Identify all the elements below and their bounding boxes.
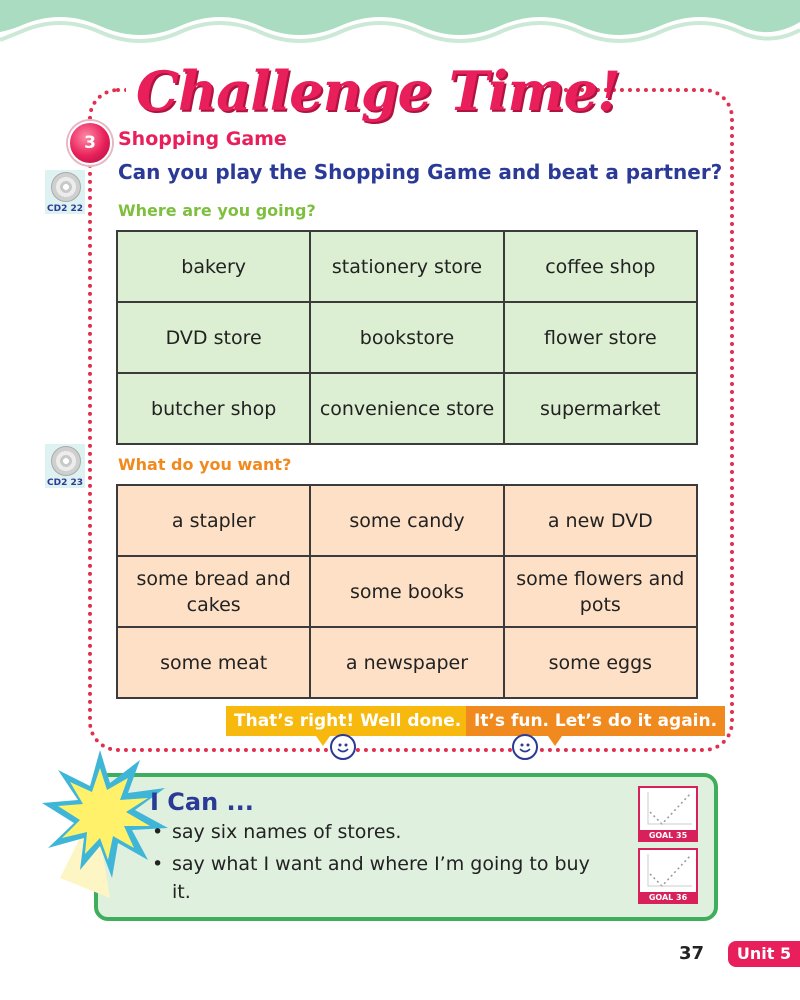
item-cell[interactable]: a stapler bbox=[117, 485, 310, 556]
store-cell[interactable]: stationery store bbox=[310, 231, 503, 302]
store-cell[interactable]: supermarket bbox=[504, 373, 697, 444]
store-cell[interactable]: butcher shop bbox=[117, 373, 310, 444]
goal-label: GOAL 35 bbox=[638, 830, 698, 842]
goal-checkbox[interactable] bbox=[638, 786, 698, 842]
store-cell[interactable]: bakery bbox=[117, 231, 310, 302]
where-prompt: Where are you going? bbox=[118, 201, 316, 220]
store-cell[interactable]: DVD store bbox=[117, 302, 310, 373]
exercise-number-badge: 3 bbox=[68, 121, 112, 165]
speech-bubble-well-done: That’s right! Well done. bbox=[226, 706, 469, 736]
i-can-item: • say six names of stores. bbox=[152, 821, 402, 843]
item-cell[interactable]: some eggs bbox=[504, 627, 697, 698]
goal-checkbox[interactable] bbox=[638, 848, 698, 904]
audio-track-cd2-22[interactable] bbox=[45, 170, 85, 214]
smiley-icon bbox=[512, 734, 538, 760]
item-cell[interactable]: some bread and cakes bbox=[117, 556, 310, 627]
item-cell[interactable]: some books bbox=[310, 556, 503, 627]
exercise-title: Shopping Game bbox=[118, 128, 287, 150]
item-cell[interactable]: a newspaper bbox=[310, 627, 503, 698]
item-cell[interactable]: some candy bbox=[310, 485, 503, 556]
item-cell[interactable]: some meat bbox=[117, 627, 310, 698]
exercise-question: Can you play the Shopping Game and beat a partner? bbox=[118, 160, 723, 184]
star-burst-icon bbox=[40, 748, 170, 898]
speech-bubble-do-it-again: It’s fun. Let’s do it again. bbox=[466, 706, 725, 736]
i-can-item: • say what I want and where I’m going to buy it. bbox=[152, 853, 590, 903]
i-can-title: I Can ... bbox=[150, 788, 254, 816]
stores-grid bbox=[116, 230, 698, 445]
cd-icon bbox=[51, 172, 81, 202]
page-number: 37 bbox=[679, 943, 705, 964]
item-cell[interactable]: some flowers and pots bbox=[504, 556, 697, 627]
audio-track-label: CD2 22 bbox=[47, 204, 83, 214]
store-cell[interactable]: convenience store bbox=[310, 373, 503, 444]
want-prompt: What do you want? bbox=[118, 455, 292, 474]
store-cell[interactable]: coffee shop bbox=[504, 231, 697, 302]
audio-track-cd2-23[interactable] bbox=[45, 444, 85, 488]
goal-label: GOAL 36 bbox=[638, 892, 698, 904]
cd-icon bbox=[51, 446, 81, 476]
wave-header-band bbox=[0, 0, 800, 60]
smiley-icon bbox=[330, 734, 356, 760]
store-cell[interactable]: bookstore bbox=[310, 302, 503, 373]
unit-tab: Unit 5 bbox=[728, 941, 800, 967]
item-cell[interactable]: a new DVD bbox=[504, 485, 697, 556]
store-cell[interactable]: flower store bbox=[504, 302, 697, 373]
page-title: Challenge Time! bbox=[136, 59, 620, 123]
items-grid bbox=[116, 484, 698, 699]
audio-track-label: CD2 23 bbox=[47, 478, 83, 488]
